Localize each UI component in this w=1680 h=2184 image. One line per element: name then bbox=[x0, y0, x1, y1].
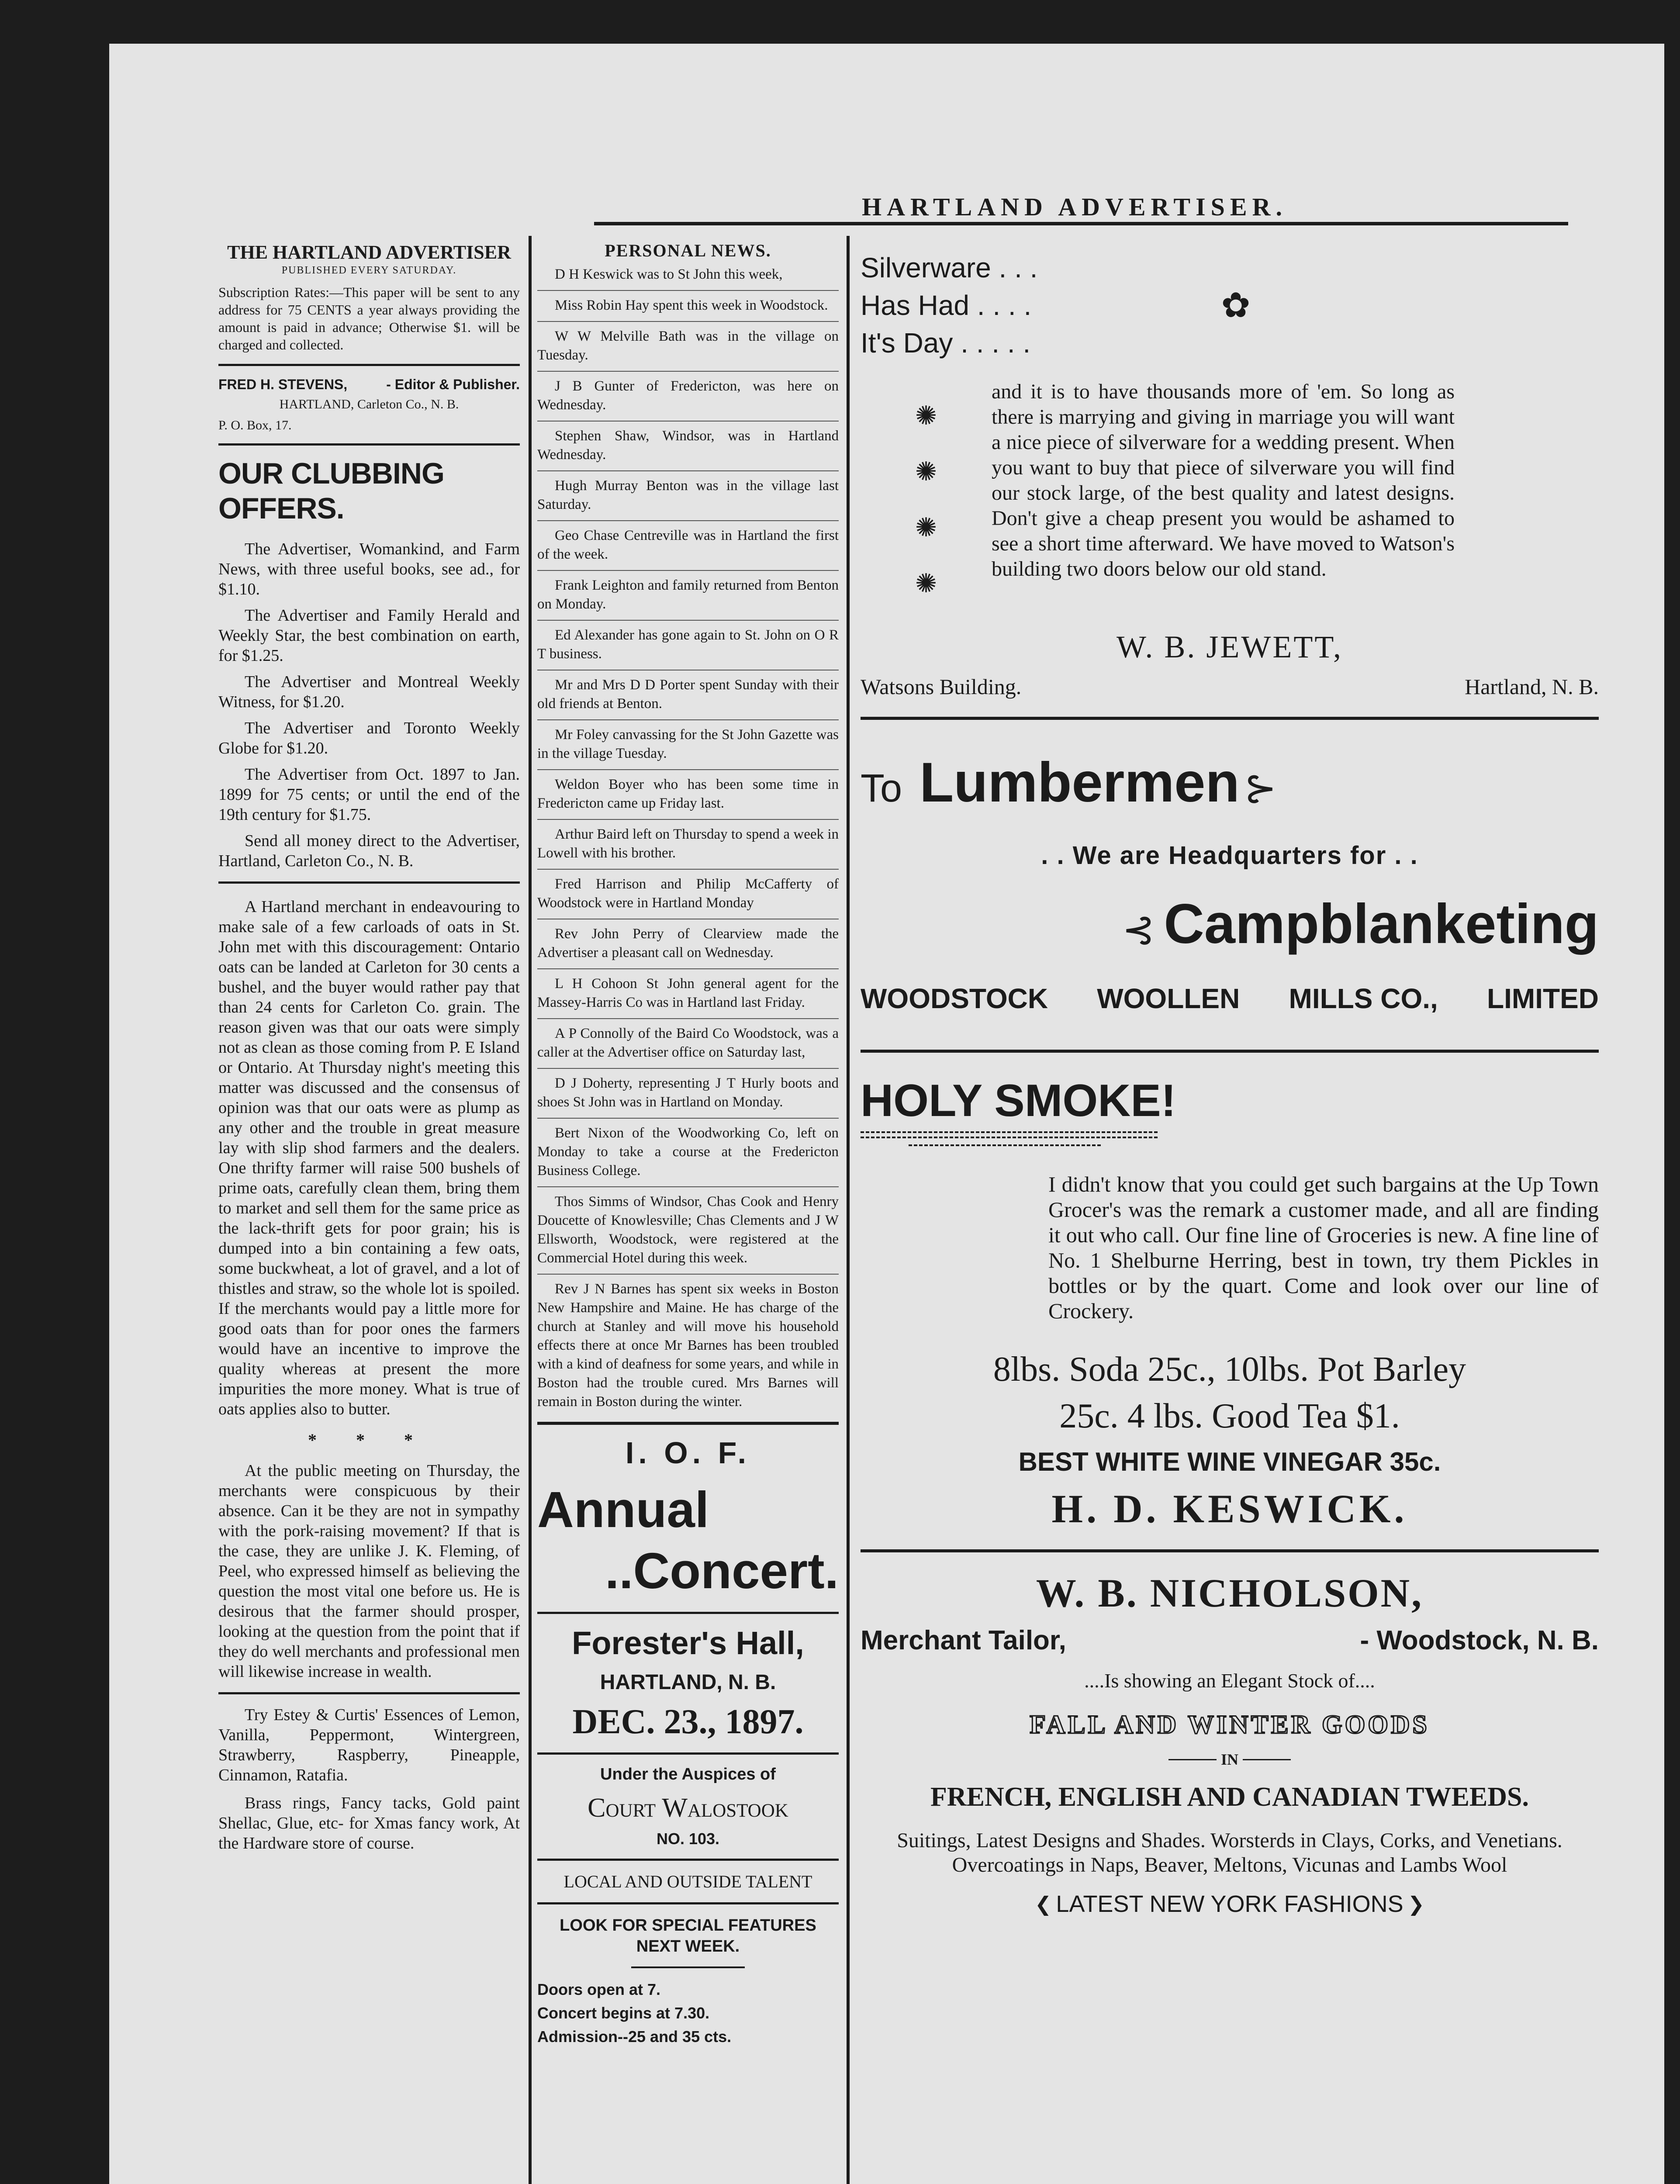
star-ornament-icon: ✺ bbox=[915, 569, 937, 598]
watsons-building: Watsons Building. bbox=[861, 674, 1022, 699]
concert-ad bbox=[537, 1435, 839, 2049]
editor-address: HARTLAND, Carleton Co., N. B. bbox=[279, 397, 459, 411]
personal-news-item: Miss Robin Hay spent this week in Woodstock. bbox=[555, 297, 828, 313]
offer-item: Send all money direct to the Advertiser, Hartland, Carleton Co., N. B. bbox=[218, 832, 520, 870]
masthead-rule bbox=[594, 222, 1568, 225]
section-stars: * * * bbox=[308, 1430, 430, 1450]
divider bbox=[537, 1752, 839, 1755]
concert-annual: Annual bbox=[537, 1481, 709, 1538]
holy-smoke-title: HOLY SMOKE! bbox=[861, 1075, 1176, 1126]
vinegar-line: BEST WHITE WINE VINEGAR 35c. bbox=[1018, 1447, 1441, 1476]
scroll-ornament-icon: ⊱ bbox=[1244, 767, 1277, 810]
item-rule bbox=[537, 1068, 839, 1069]
personal-news-item: Fred Harrison and Philip McCafferty of Woodstock were in Hartland Monday bbox=[537, 876, 839, 911]
editor-line bbox=[218, 377, 520, 393]
personal-news-item: Hugh Murray Benton was in the village last Saturday. bbox=[537, 478, 839, 512]
published-note: PUBLISHED EVERY SATURDAY. bbox=[281, 265, 457, 276]
paper-title: THE HARTLAND ADVERTISER bbox=[227, 242, 511, 263]
item-rule bbox=[537, 520, 839, 521]
personal-news-item: Rev J N Barnes has spent six weeks in Boston New Hampshire and Maine. He has charge of the church at Stanley and will move his household effects there at once Mr Barnes has been troubled with a kind of deafness for some years, and while in Boston had the trouble cured. Mrs Barnes will remain in Boston during the winter. bbox=[537, 1281, 839, 1410]
personal-news-item: Bert Nixon of the Woodworking Co, left on Monday to take a course at the Fredericton Business College. bbox=[537, 1125, 839, 1178]
lumbermen-heading bbox=[861, 750, 1599, 815]
silverware-body bbox=[861, 379, 1599, 612]
item-rule bbox=[537, 719, 839, 720]
item-rule bbox=[537, 869, 839, 870]
hartland-nb: Hartland, N. B. bbox=[1465, 674, 1599, 699]
concert-court: Court Walostook bbox=[588, 1793, 788, 1823]
silverware-ad bbox=[861, 249, 1599, 699]
woollen-word: LIMITED bbox=[1487, 983, 1599, 1014]
divider bbox=[537, 1902, 839, 1904]
middle-column bbox=[537, 240, 839, 2049]
woollen-word: WOOLLEN bbox=[1097, 983, 1240, 1014]
personal-news-item: L H Cohoon St John general agent for the Massey-Harris Co was in Hartland last Friday. bbox=[537, 976, 839, 1010]
divider bbox=[218, 364, 520, 366]
personal-news-item: D H Keswick was to St John this week, bbox=[555, 266, 783, 282]
tailor-town: - Woodstock, N. B. bbox=[1360, 1625, 1599, 1655]
star-ornament-icon: ✺ bbox=[915, 513, 937, 542]
clubbing-offers bbox=[218, 539, 520, 871]
po-box: P. O. Box, 17. bbox=[218, 418, 292, 432]
concert-org: I. O. F. bbox=[625, 1436, 751, 1470]
item-rule bbox=[537, 1274, 839, 1275]
offer-item: The Advertiser and Montreal Weekly Witness, for $1.20. bbox=[218, 673, 520, 711]
silverware-line: It's Day . . . . . bbox=[861, 327, 1031, 359]
woollen-mills-line bbox=[861, 982, 1599, 1015]
short-rule bbox=[631, 1966, 745, 1968]
concert-date: DEC. 23., 1897. bbox=[572, 1703, 804, 1741]
fashions-line bbox=[861, 1890, 1599, 1918]
star-ornament-icon: ✺ bbox=[915, 401, 937, 430]
divider bbox=[537, 1612, 839, 1614]
item-rule bbox=[537, 769, 839, 770]
dash-rule bbox=[1243, 1759, 1291, 1760]
decorative-border bbox=[909, 1144, 1101, 1150]
offer-item: The Advertiser from Oct. 1897 to Jan. 1899 for 75 cents; or until the end of the 19th century for $1.75. bbox=[218, 765, 520, 824]
column-rule-2 bbox=[847, 236, 850, 2184]
personal-news-item: Arthur Baird left on Thursday to spend a week in Lowell with his brother. bbox=[537, 826, 839, 861]
scroll-ornament-icon: ❮ bbox=[1034, 1893, 1052, 1915]
offer-item: The Advertiser and Toronto Weekly Globe for $1.20. bbox=[218, 719, 520, 757]
personal-news-list bbox=[537, 265, 839, 1411]
personal-news-item: Ed Alexander has gone again to St. John on O R T business. bbox=[537, 627, 839, 662]
item-rule bbox=[537, 290, 839, 291]
personal-news-item: Frank Leighton and family returned from Benton on Monday. bbox=[537, 577, 839, 612]
item-rule bbox=[537, 1018, 839, 1019]
grocer-text: I didn't know that you could get such bargains at the Up Town Grocer's was the remark a customer made, and all are finding it out who call. Our fine line of Groceries is new. A fine line of No. 1 Shelburne Herring, best in town, try them Pickles in bottles or by the quart. Come and look over our line of Crockery. bbox=[1048, 1172, 1599, 1323]
item-rule bbox=[537, 570, 839, 571]
in-word: IN bbox=[1220, 1751, 1238, 1768]
woollen-word: MILLS CO., bbox=[1289, 983, 1438, 1014]
personal-news-item: Stephen Shaw, Windsor, was in Hartland Wednesday. bbox=[537, 428, 839, 463]
clubbing-title: OUR CLUBBING OFFERS. bbox=[218, 457, 444, 525]
offer-item: The Advertiser, Womankind, and Farm News, with three useful books, see ad., for $1.10. bbox=[218, 540, 520, 598]
in-line bbox=[861, 1750, 1599, 1769]
to-word: To bbox=[861, 767, 902, 810]
tweeds-line: FRENCH, ENGLISH AND CANADIAN TWEEDS. bbox=[930, 1782, 1529, 1812]
concert-place: HARTLAND, N. B. bbox=[600, 1671, 776, 1694]
tailor-line bbox=[861, 1625, 1599, 1656]
silverware-lines bbox=[861, 249, 1037, 362]
lumbermen-ad bbox=[861, 750, 1599, 1015]
grocer-ad bbox=[861, 1075, 1599, 1532]
concert-doors: Doors open at 7. bbox=[537, 1980, 661, 1998]
item-rule bbox=[537, 1186, 839, 1187]
editor-role: - Editor & Publisher. bbox=[386, 377, 520, 392]
personal-news-title: PERSONAL NEWS. bbox=[605, 241, 771, 260]
offer-item: The Advertiser and Family Herald and Weekly Star, the best combination on earth, for $1.25. bbox=[218, 606, 520, 665]
item-rule bbox=[537, 819, 839, 820]
item-rule bbox=[537, 1118, 839, 1119]
tailor-title: Merchant Tailor, bbox=[861, 1625, 1066, 1655]
concert-hall: Forester's Hall, bbox=[572, 1625, 804, 1661]
divider bbox=[537, 1422, 839, 1425]
item-rule bbox=[537, 620, 839, 621]
meeting-article: At the public meeting on Thursday, the merchants were conspicuous by their absence. Can it be they are not in sympathy with the pork-raising movement? If that is the case, they are unlike J. K. Fleming, of Peel, who expressed himself as believing the question the most vital one before us. He is desirous that the farmer should prosper, looking at the question from the point that if they do well merchants and professional men will likewise increase in wealth. bbox=[218, 1462, 520, 1681]
item-rule bbox=[537, 321, 839, 322]
silverware-heading bbox=[861, 249, 1599, 362]
personal-news-item: Rev John Perry of Clearview made the Advertiser a pleasant call on Wednesday. bbox=[537, 926, 839, 961]
divider bbox=[861, 717, 1599, 720]
item-rule bbox=[537, 421, 839, 422]
tailor-ad bbox=[861, 1570, 1599, 1918]
flower-ornament-icon: ✿ bbox=[1221, 287, 1251, 325]
divider bbox=[218, 443, 520, 446]
hardware-ad: Brass rings, Fancy tacks, Gold paint Shellac, Glue, etc- for Xmas fancy work, At the Hardware store of course. bbox=[218, 1794, 520, 1852]
newspaper-page bbox=[109, 44, 1664, 2184]
scroll-ornament-icon: ❯ bbox=[1407, 1893, 1425, 1915]
concert-auspices: Under the Auspices of bbox=[600, 1765, 776, 1783]
personal-news-item: Geo Chase Centreville was in Hartland the first of the week. bbox=[537, 528, 839, 562]
campblanketing-line bbox=[861, 892, 1599, 956]
silverware-line: Has Had . . . . bbox=[861, 290, 1032, 321]
column-rule-1 bbox=[529, 236, 532, 2184]
woollen-word: WOODSTOCK bbox=[861, 983, 1048, 1014]
headquarters-line: . . We are Headquarters for . . bbox=[1041, 841, 1418, 870]
jewett-name: W. B. JEWETT, bbox=[1117, 629, 1343, 664]
subscription-rates: Subscription Rates:—This paper will be sent to any address for 75 CENTS a year always providing the amount is paid in advance; Otherwise $1. will be charged and collected. bbox=[218, 284, 520, 352]
price-line-1: 8lbs. Soda 25c., 10lbs. Pot Barley bbox=[993, 1350, 1466, 1389]
suitings-text: Suitings, Latest Designs and Shades. Worsterds in Clays, Corks, and Venetians. Overcoatings in Naps, Beaver, Meltons, Vicunas and Lambs Wool bbox=[897, 1829, 1562, 1876]
star-ornament-icon: ✺ bbox=[915, 457, 937, 486]
personal-news-item: Weldon Boyer who has been some time in Fredericton came up Friday last. bbox=[537, 777, 839, 811]
concert-talent: LOCAL AND OUTSIDE TALENT bbox=[563, 1872, 812, 1891]
dash-rule bbox=[1168, 1759, 1217, 1760]
price-line-2: 25c. 4 lbs. Good Tea $1. bbox=[1059, 1397, 1400, 1435]
personal-news-item: W W Melville Bath was in the village on Tuesday. bbox=[537, 328, 839, 363]
campblanketing-title: Campblanketing bbox=[1164, 893, 1599, 955]
concert-begins: Concert begins at 7.30. bbox=[537, 2004, 710, 2022]
personal-news-item: Thos Simms of Windsor, Chas Cook and Henry Doucette of Knowlesville; Chas Clements and J W Ellsworth, Woodstock, were registered at the Commercial Hotel during this week. bbox=[537, 1194, 839, 1266]
divider bbox=[861, 1050, 1599, 1053]
item-rule bbox=[537, 371, 839, 372]
right-column bbox=[861, 249, 1599, 1918]
oats-article: A Hartland merchant in endeavouring to make sale of a few carloads of oats in St. John met with this discouragement: Ontario oats can be landed at Carleton for 30 cents a bushel, and the buyer would rather pay that than 24 cents for Carleton Co. grain. The reason given was that our oats were simply not as clean as those coming from P. E Island or Ontario. At Thursday night's meeting this matter was discussed and the consensus of opinion was that our oats were as plump as any other and the trouble in great measure lay with slip shod farmers and the dealers. One thrifty farmer will raise 500 bushels of prime oats, carefully clean them, bring them to market and sell them for the same price as the lack-thrift gets for poor grain; his is dumped into a bin containing a few oats, some buckwheat, a lot of gravel, and a lot of thistles and straw, so the whole lot is spoiled. If the merchants would pay a little more for good oats than for poor ones the farmers would have an incentive to improve the quality whereas at present the more impurities the more money. What is true of oats applies also to butter. bbox=[218, 898, 520, 1418]
divider bbox=[537, 1859, 839, 1861]
fashions-text: LATEST NEW YORK FASHIONS bbox=[1056, 1891, 1403, 1917]
decorative-border bbox=[861, 1131, 1158, 1138]
silverware-text: and it is to have thousands more of 'em. So long as there is marrying and giving in marriage you will want a nice piece of silverware for a wedding present. When you want to buy that piece of silverware you will find our stock large, of the best quality and latest designs. Don't give a cheap present you would be ashamed to see a short time afterward. We have moved to Watson's building two doors below our old stand. bbox=[992, 380, 1455, 581]
lumbermen-title: Lumbermen bbox=[920, 751, 1240, 814]
essences-ad: Try Estey & Curtis' Essences of Lemon, Vanilla, Peppermont, Wintergreen, Strawberry, Raspberry, Pineapple, Cinnamon, Ratafia. bbox=[218, 1706, 520, 1784]
personal-news-item: D J Doherty, representing J T Hurly boots and shoes St John was in Hartland on Monday. bbox=[537, 1075, 839, 1110]
nicholson-name: W. B. NICHOLSON, bbox=[1036, 1571, 1424, 1615]
item-rule bbox=[537, 968, 839, 969]
showing-line: ....Is showing an Elegant Stock of.... bbox=[1084, 1669, 1375, 1692]
left-column bbox=[218, 240, 520, 1853]
concert-admission: Admission--25 and 35 cts. bbox=[537, 2028, 732, 2046]
scan-border bbox=[0, 0, 109, 2184]
personal-news-item: A P Connolly of the Baird Co Woodstock, was a caller at the Advertiser office on Saturday last, bbox=[537, 1026, 839, 1060]
fall-winter-goods: FALL AND WINTER GOODS bbox=[1030, 1710, 1430, 1739]
personal-news-item: J B Gunter of Fredericton, was here on Wednesday. bbox=[537, 378, 839, 413]
concert-features: LOOK FOR SPECIAL FEATURES NEXT WEEK. bbox=[560, 1916, 816, 1956]
jewett-address bbox=[861, 674, 1599, 699]
keswick-name: H. D. KESWICK. bbox=[1051, 1486, 1408, 1531]
silverware-line: Silverware . . . bbox=[861, 252, 1038, 283]
personal-news-item: Mr Foley canvassing for the St John Gazette was in the village Tuesday. bbox=[537, 727, 839, 761]
divider bbox=[218, 1692, 520, 1694]
divider bbox=[218, 881, 520, 884]
concert-title: ..Concert. bbox=[605, 1542, 839, 1599]
editor-name: FRED H. STEVENS, bbox=[218, 377, 348, 392]
scroll-ornament-icon: ⊰ bbox=[1122, 909, 1155, 952]
concert-number: NO. 103. bbox=[656, 1830, 720, 1848]
divider bbox=[861, 1549, 1599, 1552]
personal-news-item: Mr and Mrs D D Porter spent Sunday with their old friends at Benton. bbox=[537, 677, 839, 712]
item-rule bbox=[537, 470, 839, 471]
ornament-column bbox=[861, 379, 992, 612]
masthead: HARTLAND ADVERTISER. bbox=[862, 193, 1287, 221]
